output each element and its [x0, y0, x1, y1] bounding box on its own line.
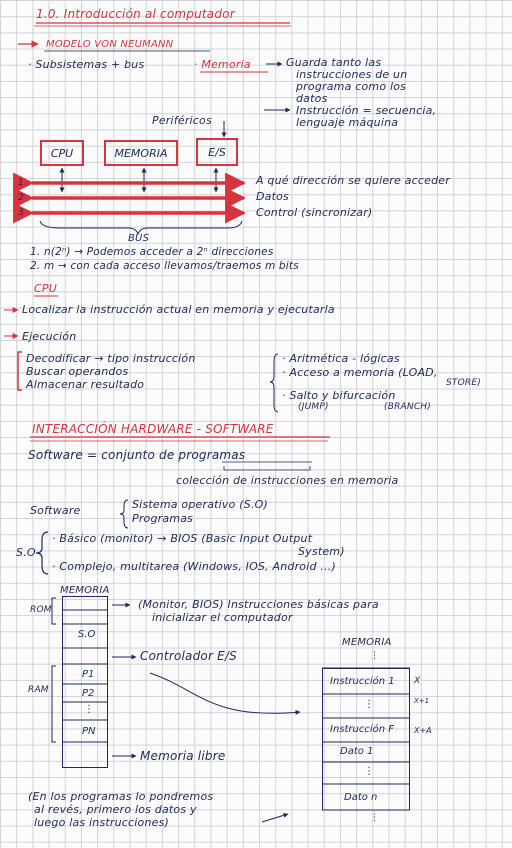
software-label: Software — [30, 504, 81, 517]
so-item-1b: System) — [298, 545, 345, 558]
closing-note-3: luego las instrucciones) — [34, 816, 170, 829]
rom-label: ROM — [30, 605, 52, 615]
cpu-step-3: Almacenar resultado — [26, 378, 145, 391]
so-item-2: · Complejo, multitarea (Windows, IOS, Android ...) — [52, 560, 336, 573]
mem2-addr-x1: X+1 — [414, 697, 430, 705]
mem-cell-so: S.O — [78, 629, 96, 640]
memory-column — [62, 596, 108, 768]
mem2-addr-xa: X+A — [414, 726, 432, 735]
memory2-bottom-dots: ⋮ — [370, 813, 380, 823]
perifericos-label: Periféricos — [152, 114, 212, 127]
bus-line-2-label: Datos — [256, 190, 289, 203]
bus-number-3: 3 — [18, 208, 24, 218]
so-item-1: · Básico (monitor) → BIOS (Basic Input Output — [52, 532, 313, 545]
bus-note-2: 2. m → con cada acceso llevamos/traemos m bits — [30, 260, 299, 272]
cpu-item-2: Ejecución — [22, 330, 77, 343]
coleccion-text: colección de instrucciones en memoria — [176, 474, 399, 487]
bus-note-1: 1. n(2ⁿ) → Podemos acceder a 2ⁿ direcciones — [30, 246, 274, 258]
cpu-type-3c: (BRANCH) — [384, 402, 431, 412]
cpu-type-2: · Acceso a memoria (LOAD, — [282, 366, 438, 379]
mem2-cell-4: Dato 1 — [340, 746, 374, 757]
interaccion-heading: INTERACCIÓN HARDWARE - SOFTWARE — [32, 422, 274, 436]
software-item-2: Programas — [132, 512, 194, 525]
closing-note-1: (En los programas lo pondremos — [28, 790, 214, 803]
memoria-desc-2: instrucciones de un — [296, 68, 408, 81]
mem2-cell-6: Dato n — [344, 792, 378, 803]
cpu-item-1: Localizar la instrucción actual en memoria y ejecutarla — [22, 303, 335, 316]
rom-note-2: inicializar el computador — [152, 611, 293, 624]
mem-cell-dots: ⋮ — [84, 704, 94, 715]
bus-number-1: 1 — [18, 178, 24, 188]
cpu-type-1: · Aritmética - lógicas — [282, 352, 400, 365]
cpu-box: CPU — [40, 140, 84, 166]
cpu-type-3: · Salto y bifurcación — [282, 389, 396, 402]
memoria-desc-3: programa como los — [296, 80, 407, 93]
cpu-type-3b: (JUMP) — [298, 402, 329, 412]
mem2-cell-2: ⋮ — [364, 699, 374, 710]
cpu-heading: CPU — [34, 282, 57, 295]
instruccion-2: lenguaje máquina — [296, 116, 399, 129]
memory2-title: MEMORIA — [342, 637, 392, 648]
software-item-1: Sistema operativo (S.O) — [132, 498, 268, 511]
ram-label: RAM — [28, 685, 49, 695]
software-definition: Software = conjunto de programas — [28, 448, 246, 462]
subsistemas-text: · Subsistemas + bus — [28, 58, 145, 71]
bus-label: BUS — [128, 233, 150, 244]
so-label: S.O — [16, 546, 36, 559]
memory2-top-dots: ⋮ — [370, 651, 380, 661]
rom-note-1: (Monitor, BIOS) Instrucciones básicas para — [138, 598, 379, 611]
cpu-step-2: Buscar operandos — [26, 365, 129, 378]
memoria-label: · Memoria — [194, 58, 251, 71]
memoria-desc-4: datos — [296, 92, 328, 105]
memory-title: MEMORIA — [60, 585, 110, 596]
von-neumann-heading: MODELO VON NEUMANN — [46, 39, 174, 50]
memoria-desc-1: Guarda tanto las — [286, 56, 382, 69]
memoria-libre-label: Memoria libre — [140, 749, 226, 763]
mem2-cell-1: Instrucción 1 — [330, 676, 395, 687]
mem-cell-pn: PN — [82, 726, 96, 737]
cpu-type-2b: STORE) — [446, 378, 481, 388]
mem2-cell-5: ⋮ — [364, 766, 374, 777]
mem2-addr-x: X — [414, 676, 421, 686]
mem-cell-p2: P2 — [82, 688, 95, 699]
mem2-cell-3: Instrucción F — [330, 724, 395, 735]
closing-note-2: al revés, primero los datos y — [34, 803, 197, 816]
es-box: E/S — [196, 138, 238, 166]
instruccion-1: Instrucción = secuencia, — [296, 104, 437, 117]
cpu-step-1: Decodificar → tipo instrucción — [26, 352, 196, 365]
bus-line-3-label: Control (sincronizar) — [256, 206, 373, 219]
bus-number-2: 2 — [18, 193, 24, 203]
bus-line-1-label: A qué dirección se quiere acceder — [256, 174, 450, 187]
memoria-box: MEMORIA — [104, 140, 178, 166]
mem-cell-p1: P1 — [82, 669, 95, 680]
memory2-column — [322, 668, 410, 810]
page-title: 1.0. Introducción al computador — [36, 7, 235, 21]
controlador-label: Controlador E/S — [140, 649, 237, 663]
